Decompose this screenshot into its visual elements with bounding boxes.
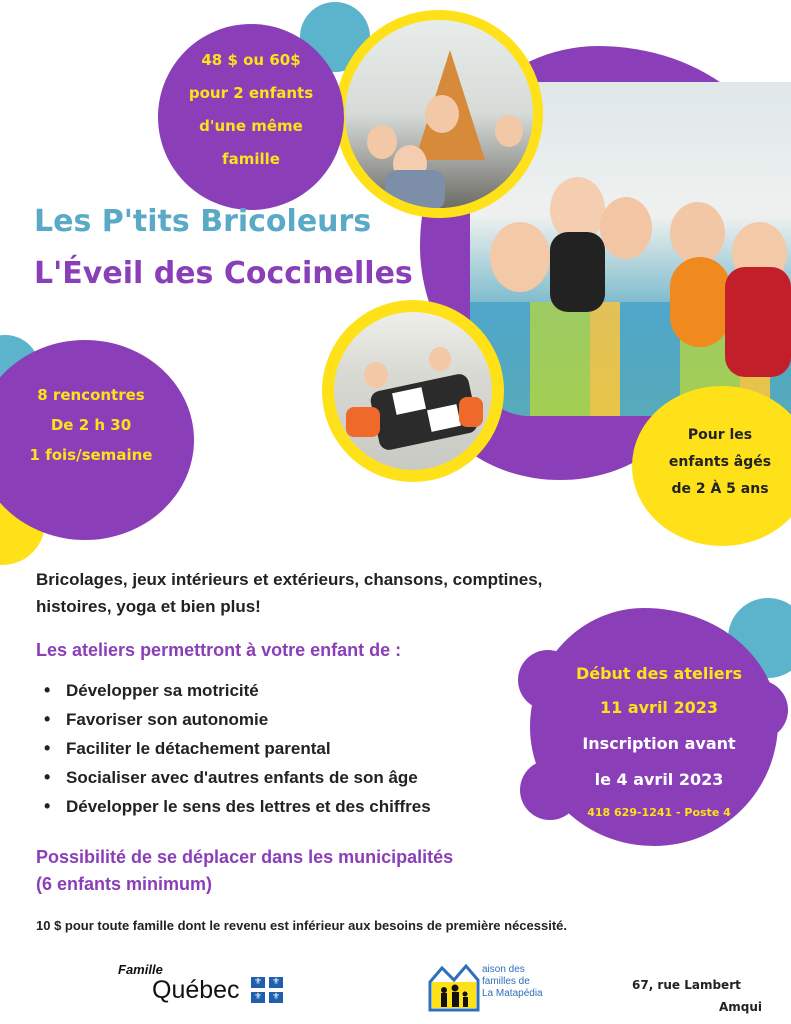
ateliers-heading: Les ateliers permettront à votre enfant de : [36,640,402,660]
dates-line-4: le 4 avril 2023 [594,770,724,789]
maison-line-3: La Matapédia [482,988,543,999]
dates-line-3: Inscription avant [582,734,736,753]
intro-line-2: histoires, yoga et bien plus! [36,597,261,616]
schedule-line-2: De 2 h 30 [50,416,132,434]
famille-quebec-word2: Québec [152,976,240,1004]
dates-line-1: Début des ateliers [575,664,743,683]
price-line-4: famille [222,150,280,168]
address-line-2: Amqui [718,1000,762,1014]
age-line-1: Pour les [687,427,753,443]
house-family-icon [428,958,480,1012]
schedule-line-1: 8 rencontres [37,386,145,404]
children-teepee-photo [345,20,533,208]
famille-quebec-logo [118,962,303,1012]
intro-text [36,566,542,620]
intro-line-1: Bricolages, jeux intérieurs et extérieurs, chansons, comptines, [36,570,543,589]
quebec-flag-icon: ⚜ ⚜ ⚜ ⚜ [251,977,297,1007]
travel-line-1: Possibilité de se déplacer dans les municipalités [36,847,454,867]
travel-text [36,844,453,898]
children-crafting-photo [334,312,492,470]
list-item: • Socialiser avec d'autres enfants de son âge [66,763,431,792]
title-line-1: Les P'tits Bricoleurs [34,204,372,239]
price-line-3: d'une même [199,117,303,135]
schedule-line-3: 1 fois/semaine [29,446,153,464]
price-line-2: pour 2 enfants [188,84,314,102]
price-line-1: 48 $ ou 60$ [201,51,301,69]
famille-quebec-word1: Famille [118,962,163,977]
travel-line-2: (6 enfants minimum) [36,874,213,894]
maison-familles-logo [428,958,568,1014]
price-circle-text [158,44,344,176]
maison-line-2: familles de [482,976,530,987]
maison-line-1: aison des [482,964,525,975]
age-line-3: de 2 À 5 ans [671,481,769,497]
footnote: 10 $ pour toute famille dont le revenu est inférieur aux besoins de première nécessité. [36,918,568,933]
list-item: • Développer le sens des lettres et des chiffres [66,792,431,821]
dates-line-5: 418 629-1241 - Poste 4 [587,806,731,819]
dates-line-2: 11 avril 2023 [599,698,719,717]
age-circle-text [640,422,791,503]
address-line-1: 67, rue Lambert [632,978,741,992]
address [632,974,762,1018]
list-item: • Favoriser son autonomie [66,705,431,734]
ateliers-list [36,676,431,821]
list-item: • Développer sa motricité [66,676,431,705]
age-line-2: enfants âgés [668,454,772,470]
dates-badge-text [540,658,778,828]
list-item: • Faciliter le détachement parental [66,734,431,763]
maison-logo-text [482,964,543,1000]
schedule-circle-text [0,380,182,470]
title-line-2: L'Éveil des Coccinelles [34,256,413,291]
